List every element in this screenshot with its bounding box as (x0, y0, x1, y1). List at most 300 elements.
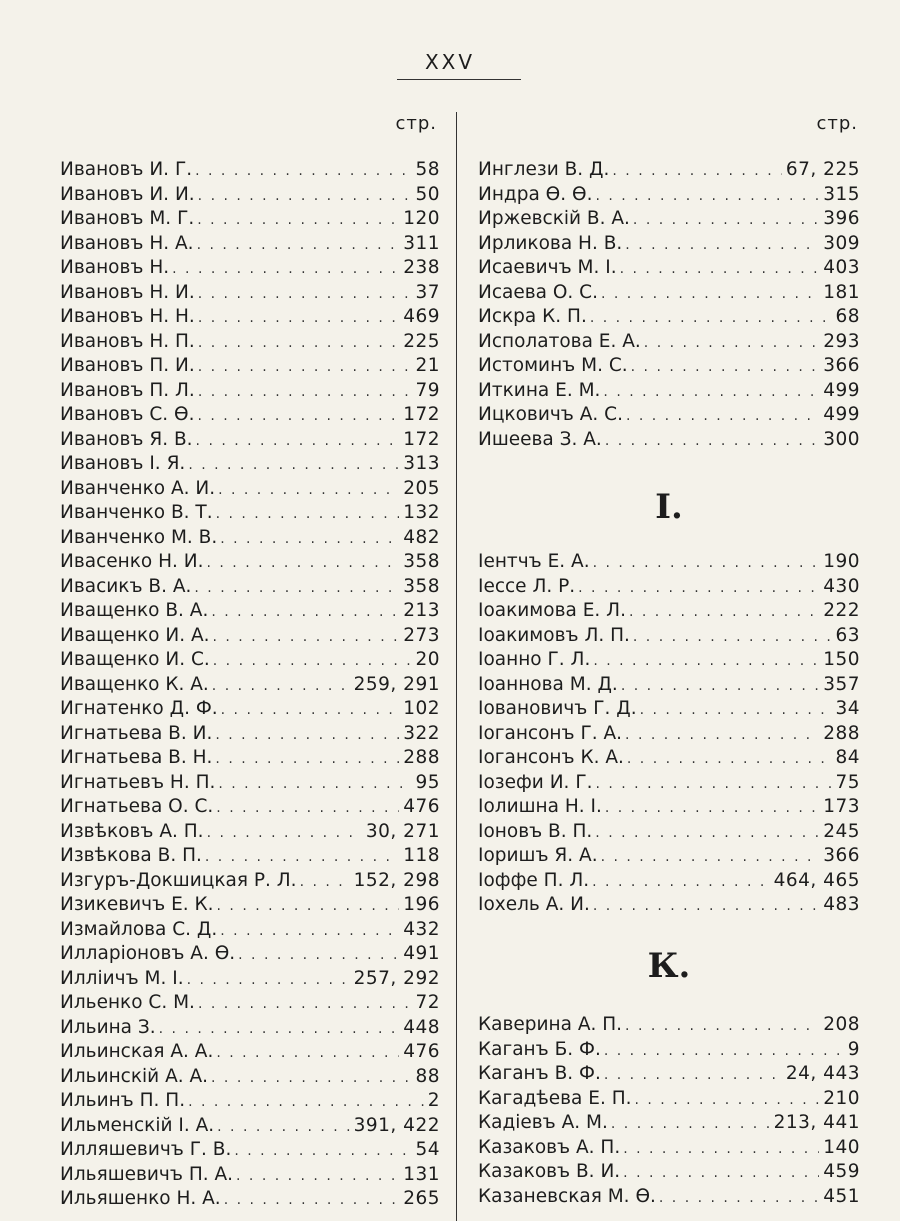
entry-name: Ильинскій А. А. (60, 1065, 209, 1087)
entry-pages: 265 (403, 1188, 440, 1209)
index-entry (60, 183, 440, 208)
entry-name: Иванченко А. И. (60, 477, 216, 499)
entry-pages: 358 (403, 551, 440, 572)
dot-leader (194, 576, 399, 601)
entry-name: Ивасикъ В. А. (60, 575, 192, 597)
dot-leader (198, 282, 412, 307)
entry-pages: 24, 443 (785, 1063, 860, 1084)
entry-name: Илларіоновъ А. Ѳ. (60, 943, 236, 964)
entry-name: Ивановъ Н. (60, 257, 170, 278)
dot-leader (593, 551, 820, 576)
entry-pages: 483 (823, 894, 860, 915)
dot-leader (605, 796, 819, 821)
entry-pages: 172 (403, 428, 440, 450)
dot-leader (198, 992, 412, 1017)
index-entry (478, 183, 860, 208)
entry-name: Ивановъ С. Ѳ. (60, 404, 195, 425)
index-entry (60, 256, 440, 281)
entry-pages: 451 (823, 1185, 860, 1207)
index-entry (478, 256, 860, 281)
index-entry (60, 452, 440, 477)
index-entry (478, 207, 860, 232)
entry-name: Іолишна Н. І. (478, 796, 602, 817)
index-entry (478, 771, 860, 796)
entry-name: Иткина Е. М. (478, 379, 601, 401)
dot-leader (197, 208, 399, 233)
entry-pages: 403 (823, 257, 860, 278)
entry-pages: 172 (403, 404, 440, 425)
entry-pages: 459 (823, 1161, 860, 1182)
index-list-k (478, 1013, 860, 1209)
entry-name: Каганъ Б. Ф. (478, 1038, 601, 1060)
index-entry (60, 575, 440, 600)
entry-pages: 469 (403, 306, 440, 327)
entry-name: Измайлова С. Д. (60, 918, 218, 940)
dot-leader (593, 649, 819, 674)
entry-pages: 118 (403, 845, 440, 866)
index-entry (478, 1160, 860, 1185)
entry-pages: 222 (823, 600, 860, 621)
entry-name: Ильинская А. А. (60, 1041, 214, 1062)
entry-pages: 430 (823, 575, 860, 597)
entry-name: Иващенко И. А. (60, 624, 210, 646)
entry-pages: 102 (403, 698, 440, 719)
index-entry (478, 158, 860, 183)
entry-pages: 58 (415, 159, 440, 180)
index-entry (60, 599, 440, 624)
index-entry (478, 354, 860, 379)
entry-pages: 205 (403, 477, 440, 499)
dot-leader (159, 1017, 400, 1042)
entry-name: Іогансонъ К. А. (478, 747, 624, 768)
entry-name: Истоминъ М. С. (478, 355, 628, 376)
index-entry (60, 526, 440, 551)
index-entry (60, 354, 440, 379)
dot-leader (236, 1164, 399, 1189)
entry-pages: 448 (403, 1016, 440, 1038)
entry-name: Ивановъ І. Я. (60, 453, 186, 474)
dot-leader (621, 674, 819, 699)
entry-name: Ивановъ Н. Н. (60, 306, 195, 327)
index-entry (60, 1016, 440, 1041)
dot-leader (640, 698, 832, 723)
entry-name: Игнатьевъ Н. П. (60, 771, 216, 793)
entry-pages: 213, 441 (773, 1112, 860, 1133)
index-entry (60, 379, 440, 404)
dot-leader (604, 1039, 844, 1064)
index-entry (478, 869, 860, 894)
entry-pages: 84 (835, 747, 860, 768)
entry-name: Ишеева З. А. (478, 428, 602, 450)
entry-name: Изикевичъ Е. К. (60, 894, 214, 915)
entry-name: Изгуръ-Докшицкая Р. Л. (60, 869, 297, 891)
index-entry (478, 624, 860, 649)
entry-pages: 313 (403, 453, 440, 474)
dot-leader (593, 894, 819, 919)
entry-pages: 95 (415, 771, 440, 793)
entry-pages: 311 (403, 232, 440, 254)
entry-pages: 288 (823, 722, 860, 744)
index-entry (478, 1185, 860, 1210)
dot-leader (627, 747, 832, 772)
index-entry (60, 1138, 440, 1163)
entry-name: Ивановъ И. И. (60, 183, 195, 205)
entry-name: Иващенко К. А. (60, 673, 209, 695)
entry-name: Ицковичъ А. С. (478, 404, 623, 425)
entry-name: Извѣковъ А. П. (60, 820, 204, 842)
index-entry (60, 673, 440, 698)
entry-pages: 67, 225 (785, 159, 860, 180)
page-number: XXV (424, 50, 476, 74)
index-entry (60, 918, 440, 943)
dot-leader (620, 257, 820, 282)
dot-leader (172, 257, 399, 282)
index-entry (60, 820, 440, 845)
index-entry (478, 1062, 860, 1087)
dot-leader (633, 208, 819, 233)
entry-name: Іоновъ В. П. (478, 820, 593, 842)
entry-name: Илліичъ М. І. (60, 967, 184, 989)
entry-pages: 34 (835, 698, 860, 719)
dot-leader (601, 282, 819, 307)
entry-pages: 300 (823, 428, 860, 450)
dot-leader (220, 527, 399, 552)
index-entry (60, 1089, 440, 1114)
entry-name: Казаковъ В. И. (478, 1161, 621, 1182)
dot-leader (220, 919, 399, 944)
entry-name: Казаковъ А. П. (478, 1136, 621, 1158)
dot-leader (612, 159, 781, 184)
index-entry (60, 207, 440, 232)
entry-pages: 245 (823, 820, 860, 842)
index-entry (60, 1065, 440, 1090)
index-entry (478, 1038, 860, 1063)
entry-pages: 190 (823, 551, 860, 572)
dot-leader (215, 723, 399, 748)
entry-name: Иржевскій В. А. (478, 208, 630, 229)
entry-name: Іентчъ Е. А. (478, 551, 590, 572)
dot-leader (626, 404, 819, 429)
dot-leader (216, 796, 399, 821)
entry-pages: 63 (835, 624, 860, 646)
entry-pages: 37 (415, 281, 440, 303)
entry-name: Іоанно Г. Л. (478, 649, 591, 670)
index-entry (60, 1040, 440, 1065)
index-entry (60, 624, 440, 649)
dot-leader (221, 698, 400, 723)
entry-name: Иванченко В. Т. (60, 502, 213, 523)
dot-leader (195, 159, 411, 184)
entry-name: Іогансонъ Г. А. (478, 722, 623, 744)
section-letter-i-decimal: І. (655, 487, 683, 527)
entry-name: Ирликова Н. В. (478, 232, 623, 254)
index-entry (478, 1136, 860, 1161)
entry-pages: 225 (403, 330, 440, 352)
index-entry (478, 550, 860, 575)
dot-leader (629, 600, 819, 625)
entry-pages: 2 (427, 1090, 440, 1111)
index-entry (60, 305, 440, 330)
dot-leader (635, 1088, 820, 1113)
dot-leader (601, 845, 820, 870)
entry-pages: 50 (415, 183, 440, 205)
entry-pages: 432 (403, 918, 440, 940)
entry-pages: 9 (847, 1038, 860, 1060)
entry-name: Ильяшенко Н. А. (60, 1188, 221, 1209)
entry-name: Ивановъ М. Г. (60, 208, 195, 229)
index-entry (478, 1111, 860, 1136)
index-entry (478, 820, 860, 845)
dot-leader (211, 600, 399, 625)
dot-leader (234, 1139, 411, 1164)
entry-pages: 315 (823, 183, 860, 205)
dot-leader (604, 1063, 782, 1088)
entry-pages: 391, 422 (353, 1114, 440, 1136)
dot-leader (595, 772, 831, 797)
entry-pages: 72 (415, 992, 440, 1013)
left-column-header: стр. (395, 113, 437, 134)
entry-name: Ивановъ П. И. (60, 355, 195, 376)
dot-leader (211, 1066, 411, 1091)
dot-leader (238, 943, 399, 968)
entry-pages: 357 (823, 673, 860, 695)
entry-pages: 120 (403, 208, 440, 229)
right-column-header: стр. (816, 113, 858, 134)
entry-name: Игнатенко Д. Ф. (60, 698, 218, 719)
entry-name: Іоришъ Я. А. (478, 845, 598, 866)
entry-name: Ивановъ П. Л. (60, 379, 195, 401)
entry-pages: 366 (823, 355, 860, 376)
dot-leader (644, 331, 819, 356)
index-entry (60, 697, 440, 722)
dot-leader (198, 184, 412, 209)
index-entry (478, 1087, 860, 1112)
entry-name: Исаевичъ М. І. (478, 257, 617, 278)
entry-pages: 152, 298 (353, 869, 440, 891)
entry-name: Кагадѣева Е. П. (478, 1087, 632, 1109)
index-entry (60, 722, 440, 747)
dot-leader (611, 1112, 770, 1137)
entry-name: Извѣкова В. П. (60, 845, 202, 866)
dot-leader (623, 1137, 819, 1162)
entry-name: Каганъ В. Ф. (478, 1063, 601, 1084)
entry-pages: 208 (823, 1014, 860, 1035)
index-entry (60, 648, 440, 673)
dot-leader (198, 380, 412, 405)
entry-name: Илляшевичъ Г. В. (60, 1139, 232, 1160)
entry-pages: 131 (403, 1163, 440, 1185)
entry-name: Ивановъ Н. И. (60, 281, 195, 303)
entry-pages: 358 (403, 575, 440, 597)
entry-pages: 288 (403, 747, 440, 768)
index-entry (478, 648, 860, 673)
index-entry (478, 893, 860, 918)
entry-name: Ильинъ П. П. (60, 1090, 186, 1111)
dot-leader (623, 1161, 819, 1186)
entry-pages: 499 (823, 379, 860, 401)
dot-leader (625, 233, 819, 258)
entry-name: Кадіевъ А. М. (478, 1112, 608, 1133)
index-entry (60, 403, 440, 428)
dot-leader (198, 331, 399, 356)
entry-pages: 30, 271 (365, 820, 440, 842)
entry-name: Ивановъ Н. А. (60, 232, 194, 254)
dot-leader (659, 1186, 819, 1211)
entry-pages: 75 (835, 771, 860, 793)
dot-leader (625, 723, 819, 748)
dot-leader (196, 429, 400, 454)
index-entry (60, 893, 440, 918)
dot-leader (578, 576, 819, 601)
dot-leader (217, 894, 400, 919)
dot-leader (592, 870, 769, 895)
entry-pages: 499 (823, 404, 860, 425)
entry-name: Ильина З. (60, 1016, 156, 1038)
entry-name: Ивасенко Н. И. (60, 551, 204, 572)
index-entry (60, 330, 440, 355)
index-entry (478, 232, 860, 257)
entry-pages: 54 (415, 1139, 440, 1160)
dot-leader (300, 870, 350, 895)
dot-leader (216, 1041, 399, 1066)
entry-name: Ильменскій І. А. (60, 1114, 215, 1136)
index-entry (478, 575, 860, 600)
index-entry (60, 869, 440, 894)
dot-leader (207, 551, 400, 576)
entry-name: Ивановъ Я. В. (60, 428, 193, 450)
entry-name: Іоакимова Е. Л. (478, 600, 626, 621)
index-entry (478, 403, 860, 428)
dot-leader (633, 625, 832, 650)
entry-pages: 464, 465 (773, 869, 860, 891)
entry-name: Иващенко В. А. (60, 600, 209, 621)
entry-name: Іохель А. И. (478, 894, 590, 915)
entry-pages: 21 (415, 355, 440, 376)
index-entry (60, 1163, 440, 1188)
dot-leader (631, 355, 820, 380)
entry-pages: 20 (415, 649, 440, 670)
index-entry (60, 501, 440, 526)
entry-name: Искра К. П. (478, 306, 587, 327)
entry-pages: 491 (403, 943, 440, 964)
index-entry (478, 305, 860, 330)
index-entry (478, 428, 860, 453)
index-entry (478, 795, 860, 820)
dot-leader (590, 306, 832, 331)
index-entry (60, 844, 440, 869)
index-entry (478, 281, 860, 306)
dot-leader (625, 1014, 819, 1039)
dot-leader (205, 845, 399, 870)
entry-pages: 482 (403, 526, 440, 548)
index-entry (478, 379, 860, 404)
entry-name: Іоаннова М. Д. (478, 673, 618, 695)
index-entry (60, 281, 440, 306)
entry-name: Иванченко М. В. (60, 526, 218, 548)
entry-name: Игнатьева В. Н. (60, 747, 213, 768)
entry-pages: 68 (835, 306, 860, 327)
entry-pages: 213 (403, 600, 440, 621)
entry-name: Іессе Л. Р. (478, 575, 576, 597)
dot-leader (188, 453, 399, 478)
dot-leader (605, 429, 819, 454)
dot-leader (217, 1115, 349, 1140)
index-entry (478, 330, 860, 355)
entry-name: Ильенко С. М. (60, 992, 195, 1013)
dot-leader (197, 233, 400, 258)
dot-leader (224, 1188, 400, 1213)
entry-name: Ивановъ Н. П. (60, 330, 195, 352)
index-entry (60, 771, 440, 796)
index-entry (60, 428, 440, 453)
index-entry (478, 697, 860, 722)
column-divider (456, 112, 457, 1221)
index-entry (60, 746, 440, 771)
entry-pages: 79 (415, 379, 440, 401)
entry-pages: 293 (823, 330, 860, 352)
entry-pages: 476 (403, 1041, 440, 1062)
index-list-i-decimal (478, 550, 860, 918)
entry-pages: 140 (823, 1136, 860, 1158)
index-entry (478, 673, 860, 698)
dot-leader (216, 502, 400, 527)
entry-pages: 476 (403, 796, 440, 817)
entry-name: Исаева О. С. (478, 281, 598, 303)
index-list-i (478, 158, 860, 452)
entry-name: Ивановъ И. Г. (60, 159, 193, 180)
dot-leader (187, 968, 350, 993)
section-letter-k: К. (647, 946, 691, 986)
entry-name: Іовановичъ Г. Д. (478, 698, 637, 719)
entry-name: Ильяшевичъ П. А. (60, 1163, 234, 1185)
dot-leader (603, 380, 819, 405)
dot-leader (595, 821, 819, 846)
index-list-left (60, 158, 440, 1212)
dot-leader (215, 747, 399, 772)
dot-leader (595, 184, 819, 209)
entry-name: Казаневская М. Ѳ. (478, 1185, 656, 1207)
entry-name: Игнатьева В. И. (60, 722, 213, 744)
entry-pages: 88 (415, 1065, 440, 1087)
index-entry (60, 1114, 440, 1139)
entry-pages: 210 (823, 1087, 860, 1109)
index-entry (60, 477, 440, 502)
dot-leader (213, 649, 412, 674)
index-entry (60, 232, 440, 257)
index-entry (60, 1187, 440, 1212)
entry-name: Іозефи И. Г. (478, 771, 593, 793)
index-entry (60, 991, 440, 1016)
entry-name: Инглези В. Д. (478, 159, 610, 180)
dot-leader (212, 674, 350, 699)
entry-pages: 150 (823, 649, 860, 670)
entry-pages: 257, 292 (353, 967, 440, 989)
entry-pages: 132 (403, 502, 440, 523)
dot-leader (213, 625, 400, 650)
entry-pages: 173 (823, 796, 860, 817)
entry-pages: 309 (823, 232, 860, 254)
index-entry (60, 942, 440, 967)
dot-leader (198, 306, 399, 331)
index-entry (60, 158, 440, 183)
index-entry (478, 599, 860, 624)
index-entry (478, 1013, 860, 1038)
entry-pages: 181 (823, 281, 860, 303)
index-entry (478, 746, 860, 771)
entry-name: Іоакимовъ Л. П. (478, 624, 630, 646)
index-entry (60, 550, 440, 575)
entry-pages: 273 (403, 624, 440, 646)
